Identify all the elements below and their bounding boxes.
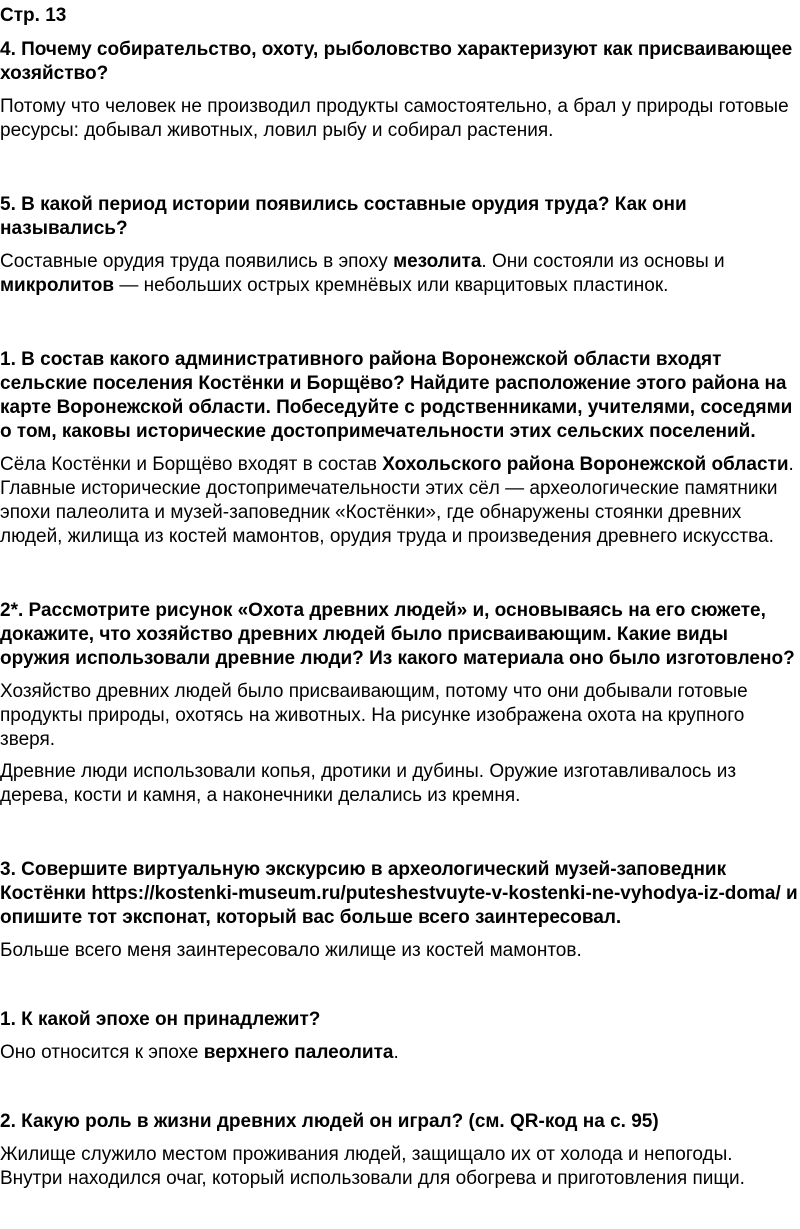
answer-paragraph: Потому что человек не производил продукты самостоятельно, а брал у природы готовые ресурсы: добывал животных, ловил рыбу и собирал растения. (0, 96, 789, 141)
page-number: Стр. 13 (0, 5, 67, 26)
answer-paragraph: Жилище служило местом проживания людей, защищало их от холода и непогоды. Внутри находился очаг, который использовали для обогрева и приготовления пищи. (0, 1144, 745, 1189)
bold-term: Хохольского района Воронежской области (382, 454, 789, 475)
bold-term: мезолита (393, 251, 482, 272)
question-heading: 5. В какой период истории появились составные орудия труда? Как они назывались? (0, 194, 687, 239)
question-heading: 4. Почему собирательство, охоту, рыболовство характеризуют как присваивающее хозяйство? (0, 39, 793, 84)
question-heading: 2. Какую роль в жизни древних людей он играл? (см. QR-код на с. 95) (0, 1111, 659, 1132)
bold-term: микролитов (0, 275, 115, 296)
answer-paragraph: Составные орудия труда появились в эпоху мезолита. Они состояли из основы и микролитов — небольших острых кремнёвых или кварцитовых пластинок. (0, 251, 725, 296)
question-heading: 1. К какой эпохе он принадлежит? (0, 1009, 321, 1030)
bold-term: верхнего палеолита (203, 1042, 394, 1063)
answer-paragraph: Сёла Костёнки и Борщёво входят в состав Хохольского района Воронежской области. Главные исторические достопримечательности этих сёл — археологические памятники эпохи палеолита и музей-заповедник «Костёнки», где обнаружены стоянки древних людей, жилища из костей мамонтов, орудия труда и произведения древнего искусства. (0, 454, 794, 547)
question-heading: 3. Совершите виртуальную экскурсию в археологический музей-заповедник Костёнки https://kostenki-museum.ru/puteshestvuyte-v-kostenki-ne-vyhodya-iz-doma/ и опишите тот экспонат, который вас больше всего заинтересовал. (0, 859, 798, 928)
question-heading: 1. В состав какого административного района Воронежской области входят сельские поселения Костёнки и Борщёво? Найдите расположение этого района на карте Воронежской области. Побеседуйте с родственниками, учителями, соседями о том, каковы исторические достопримечательности этих сельских поселений. (0, 349, 793, 442)
answer-paragraph: Хозяйство древних людей было присваивающим, потому что они добывали готовые продукты природы, охотясь на животных. На рисунке изображена охота на крупного зверя. (0, 681, 748, 750)
answer-paragraph: Больше всего меня заинтересовало жилище из костей мамонтов. (0, 940, 582, 961)
answer-paragraph: Оно относится к эпохе верхнего палеолита. (0, 1042, 399, 1063)
answer-paragraph: Древние люди использовали копья, дротики и дубины. Оружие изготавливалось из дерева, кости и камня, а наконечники делались из кремня. (0, 761, 737, 806)
question-heading: 2*. Рассмотрите рисунок «Охота древних людей» и, основываясь на его сюжете, докажите, что хозяйство древних людей было присваивающим. Какие виды оружия использовали древние люди? Из какого материала оно было изготовлено? (0, 600, 795, 669)
